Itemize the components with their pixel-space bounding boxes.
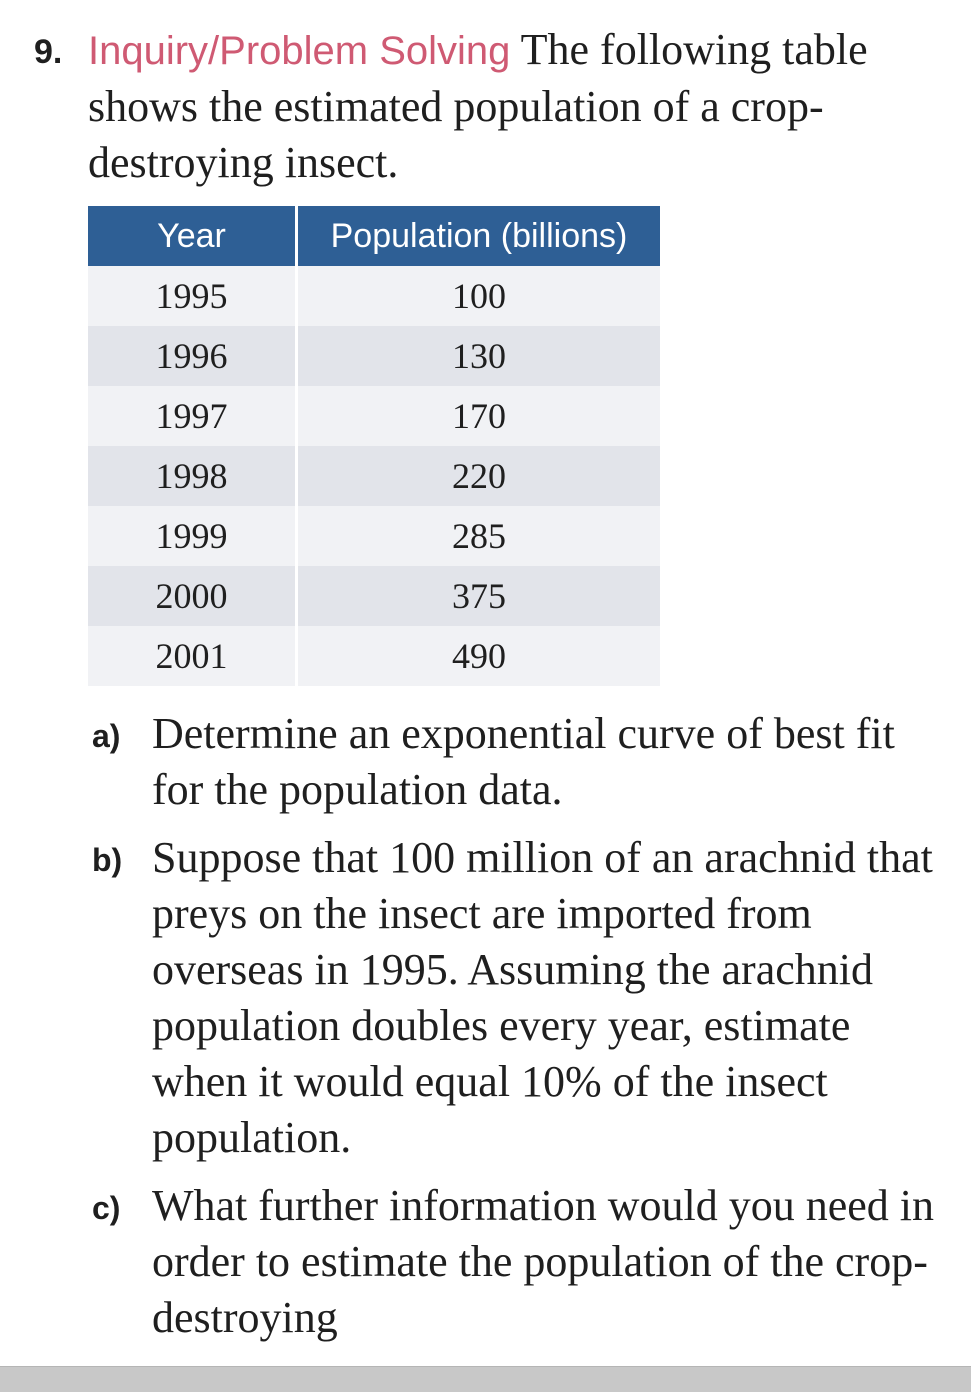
population-cell: 100 [297,266,661,326]
year-cell: 1997 [88,386,297,446]
part-a-label: a) [92,718,121,754]
population-cell: 130 [297,326,661,386]
part-b-text: Suppose that 100 million of an arachnid that preys on the insect are imported from overseas in 1995. Assuming the arachnid population doubles every year, estimate when it would equal 10% of the insect population. [152,833,933,1162]
population-cell: 490 [297,626,661,686]
part-b-label: b) [92,842,123,878]
year-cell: 2000 [88,566,297,626]
table-row [88,506,660,566]
population-cell: 375 [297,566,661,626]
year-cell: 1998 [88,446,297,506]
table-row [88,446,660,506]
year-cell: 2001 [88,626,297,686]
population-cell: 220 [297,446,661,506]
question-text: The following table shows the estimated population of a crop-destroying insect. [88,25,868,187]
year-cell: 1999 [88,506,297,566]
question-stem [88,22,948,191]
header-year: Year [88,206,297,266]
table-header-row [88,206,660,266]
part-b [92,830,952,1166]
population-cell: 170 [297,386,661,446]
year-cell: 1996 [88,326,297,386]
population-table [88,206,660,686]
horizontal-scrollbar[interactable] [0,1366,971,1392]
part-a-text: Determine an exponential curve of best fit for the population data. [152,709,895,814]
population-cell: 285 [297,506,661,566]
part-c-text: What further information would you need in order to estimate the population of the crop-destroying [152,1181,935,1342]
table-row [88,626,660,686]
question-parts [92,706,952,1358]
table-row [88,266,660,326]
part-c [92,1178,952,1346]
table-row [88,326,660,386]
part-a [92,706,952,818]
question-category: Inquiry/Problem Solving [88,29,511,73]
year-cell: 1995 [88,266,297,326]
table-row [88,386,660,446]
header-population: Population (billions) [297,206,661,266]
table-row [88,566,660,626]
question-number: 9. [34,33,63,71]
part-c-label: c) [92,1190,121,1226]
